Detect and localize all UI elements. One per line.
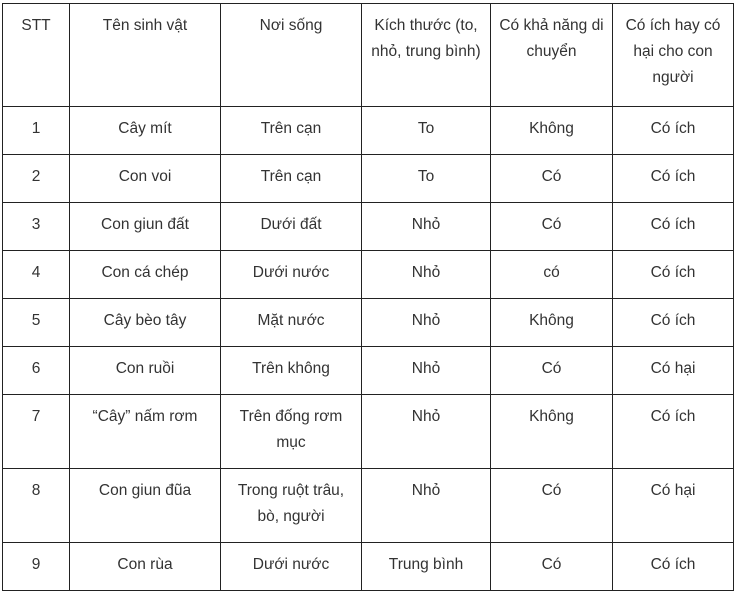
cell-habitat: Trên cạn (221, 155, 362, 203)
table-row (3, 543, 734, 591)
cell-mobility: Không (491, 107, 613, 155)
table-header-row (3, 4, 734, 107)
cell-stt: 1 (3, 107, 70, 155)
cell-size: To (362, 155, 491, 203)
cell-habitat: Trên đống rơm mục (221, 395, 362, 469)
cell-habitat: Trên cạn (221, 107, 362, 155)
cell-mobility: có (491, 251, 613, 299)
header-benefit-harm: Có ích hay có hại cho con người (613, 4, 734, 107)
table-row (3, 251, 734, 299)
table-row (3, 299, 734, 347)
cell-stt: 6 (3, 347, 70, 395)
cell-size: To (362, 107, 491, 155)
cell-habitat: Dưới nước (221, 543, 362, 591)
cell-organism-name: “Cây” nấm rơm (70, 395, 221, 469)
cell-stt: 3 (3, 203, 70, 251)
cell-stt: 2 (3, 155, 70, 203)
cell-size: Nhỏ (362, 395, 491, 469)
cell-benefit-harm: Có ích (613, 395, 734, 469)
table-row (3, 203, 734, 251)
header-mobility: Có khả năng di chuyển (491, 4, 613, 107)
table-row (3, 395, 734, 469)
cell-size: Trung bình (362, 543, 491, 591)
cell-benefit-harm: Có ích (613, 203, 734, 251)
cell-benefit-harm: Có ích (613, 299, 734, 347)
cell-organism-name: Con cá chép (70, 251, 221, 299)
table-row (3, 155, 734, 203)
cell-size: Nhỏ (362, 299, 491, 347)
cell-stt: 8 (3, 469, 70, 543)
header-organism-name: Tên sinh vật (70, 4, 221, 107)
cell-habitat: Dưới đất (221, 203, 362, 251)
cell-size: Nhỏ (362, 469, 491, 543)
cell-benefit-harm: Có ích (613, 155, 734, 203)
table-row (3, 107, 734, 155)
cell-organism-name: Cây mít (70, 107, 221, 155)
table-row (3, 469, 734, 543)
cell-size: Nhỏ (362, 347, 491, 395)
cell-benefit-harm: Có ích (613, 543, 734, 591)
cell-size: Nhỏ (362, 203, 491, 251)
cell-stt: 4 (3, 251, 70, 299)
cell-mobility: Không (491, 299, 613, 347)
cell-habitat: Dưới nước (221, 251, 362, 299)
cell-stt: 5 (3, 299, 70, 347)
cell-mobility: Có (491, 469, 613, 543)
cell-mobility: Có (491, 203, 613, 251)
cell-organism-name: Con rùa (70, 543, 221, 591)
cell-organism-name: Con giun đất (70, 203, 221, 251)
cell-organism-name: Cây bèo tây (70, 299, 221, 347)
cell-mobility: Có (491, 347, 613, 395)
cell-benefit-harm: Có ích (613, 251, 734, 299)
cell-stt: 9 (3, 543, 70, 591)
header-stt: STT (3, 4, 70, 107)
cell-benefit-harm: Có hại (613, 469, 734, 543)
cell-mobility: Có (491, 155, 613, 203)
cell-mobility: Có (491, 543, 613, 591)
cell-benefit-harm: Có ích (613, 107, 734, 155)
cell-stt: 7 (3, 395, 70, 469)
cell-organism-name: Con ruồi (70, 347, 221, 395)
organism-table (2, 3, 734, 591)
header-size: Kích thước (to, nhỏ, trung bình) (362, 4, 491, 107)
cell-benefit-harm: Có hại (613, 347, 734, 395)
cell-organism-name: Con voi (70, 155, 221, 203)
header-habitat: Nơi sống (221, 4, 362, 107)
cell-habitat: Trong ruột trâu, bò, người (221, 469, 362, 543)
table-row (3, 347, 734, 395)
cell-size: Nhỏ (362, 251, 491, 299)
cell-mobility: Không (491, 395, 613, 469)
cell-organism-name: Con giun đũa (70, 469, 221, 543)
cell-habitat: Mặt nước (221, 299, 362, 347)
cell-habitat: Trên không (221, 347, 362, 395)
